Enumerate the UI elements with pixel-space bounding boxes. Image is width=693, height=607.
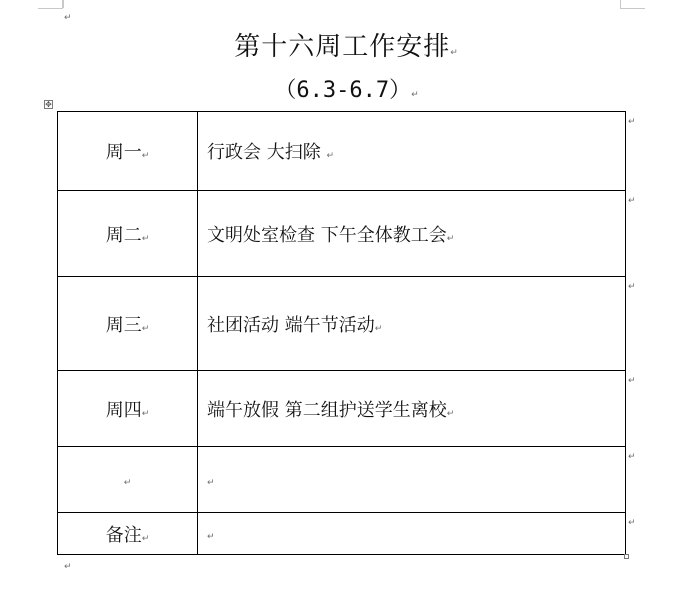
title-text: 第十六周工作安排	[234, 32, 451, 62]
paragraph-mark: ↵	[207, 532, 215, 542]
table-row	[58, 371, 626, 447]
day-label: 周四	[105, 399, 142, 421]
task-cell[interactable]	[198, 513, 626, 555]
day-cell[interactable]	[58, 112, 198, 191]
task-cell[interactable]	[198, 371, 626, 447]
day-cell[interactable]	[58, 191, 198, 277]
paragraph-mark: ↵	[141, 408, 150, 419]
page-corner-mark-left	[38, 0, 63, 9]
paragraph-mark: ↵	[446, 233, 455, 244]
table-resize-handle[interactable]	[624, 554, 629, 559]
task-text: 社团活动 端午节活动	[207, 314, 375, 336]
day-label: 周二	[105, 224, 142, 246]
table-row	[58, 277, 626, 371]
day-cell[interactable]	[58, 447, 198, 513]
paragraph-mark: ↵	[123, 478, 132, 488]
table-row	[58, 447, 626, 513]
document-title[interactable]	[0, 30, 693, 64]
row-end-mark: ↵	[628, 282, 636, 292]
task-cell[interactable]	[198, 191, 626, 277]
page-corner-tick	[63, 0, 64, 8]
paragraph-mark: ↵	[64, 562, 72, 572]
paragraph-mark: ↵	[374, 323, 383, 334]
day-cell[interactable]	[58, 371, 198, 447]
day-cell[interactable]	[58, 513, 198, 555]
task-cell[interactable]	[198, 277, 626, 371]
day-label: 周三	[105, 314, 142, 336]
paragraph-mark: ↵	[326, 151, 334, 161]
paragraph-mark: ↵	[141, 533, 150, 544]
task-text: 行政会 大扫除	[207, 142, 327, 163]
day-label: 备注	[105, 524, 142, 546]
task-cell[interactable]	[198, 112, 626, 191]
task-text: 文明处室检查 下午全体教工会	[207, 224, 447, 246]
table-row	[58, 191, 626, 277]
paragraph-mark: ↵	[450, 48, 459, 58]
row-end-mark: ↵	[628, 117, 636, 127]
paragraph-mark: ↵	[141, 233, 150, 244]
paragraph-mark: ↵	[141, 323, 150, 334]
paragraph-mark: ↵	[411, 90, 419, 100]
paragraph-mark: ↵	[64, 13, 72, 23]
row-end-mark: ↵	[628, 196, 636, 206]
task-text: 端午放假 第二组护送学生离校	[207, 399, 447, 421]
document-subtitle[interactable]	[0, 76, 693, 106]
paragraph-mark: ↵	[446, 408, 455, 419]
schedule-table	[57, 111, 626, 555]
move-handle-icon[interactable]: ✥	[45, 100, 52, 109]
table-row	[58, 112, 626, 191]
table-row	[58, 513, 626, 555]
page-corner-mark-right	[620, 0, 645, 9]
task-cell[interactable]	[198, 447, 626, 513]
row-end-mark: ↵	[628, 452, 636, 462]
day-cell[interactable]	[58, 277, 198, 371]
paragraph-mark: ↵	[141, 151, 150, 161]
row-end-mark: ↵	[628, 518, 636, 528]
paragraph-mark: ↵	[207, 478, 215, 488]
day-label: 周一	[105, 142, 142, 163]
row-end-mark: ↵	[628, 376, 636, 386]
subtitle-text: （6.3-6.7）	[274, 78, 412, 103]
